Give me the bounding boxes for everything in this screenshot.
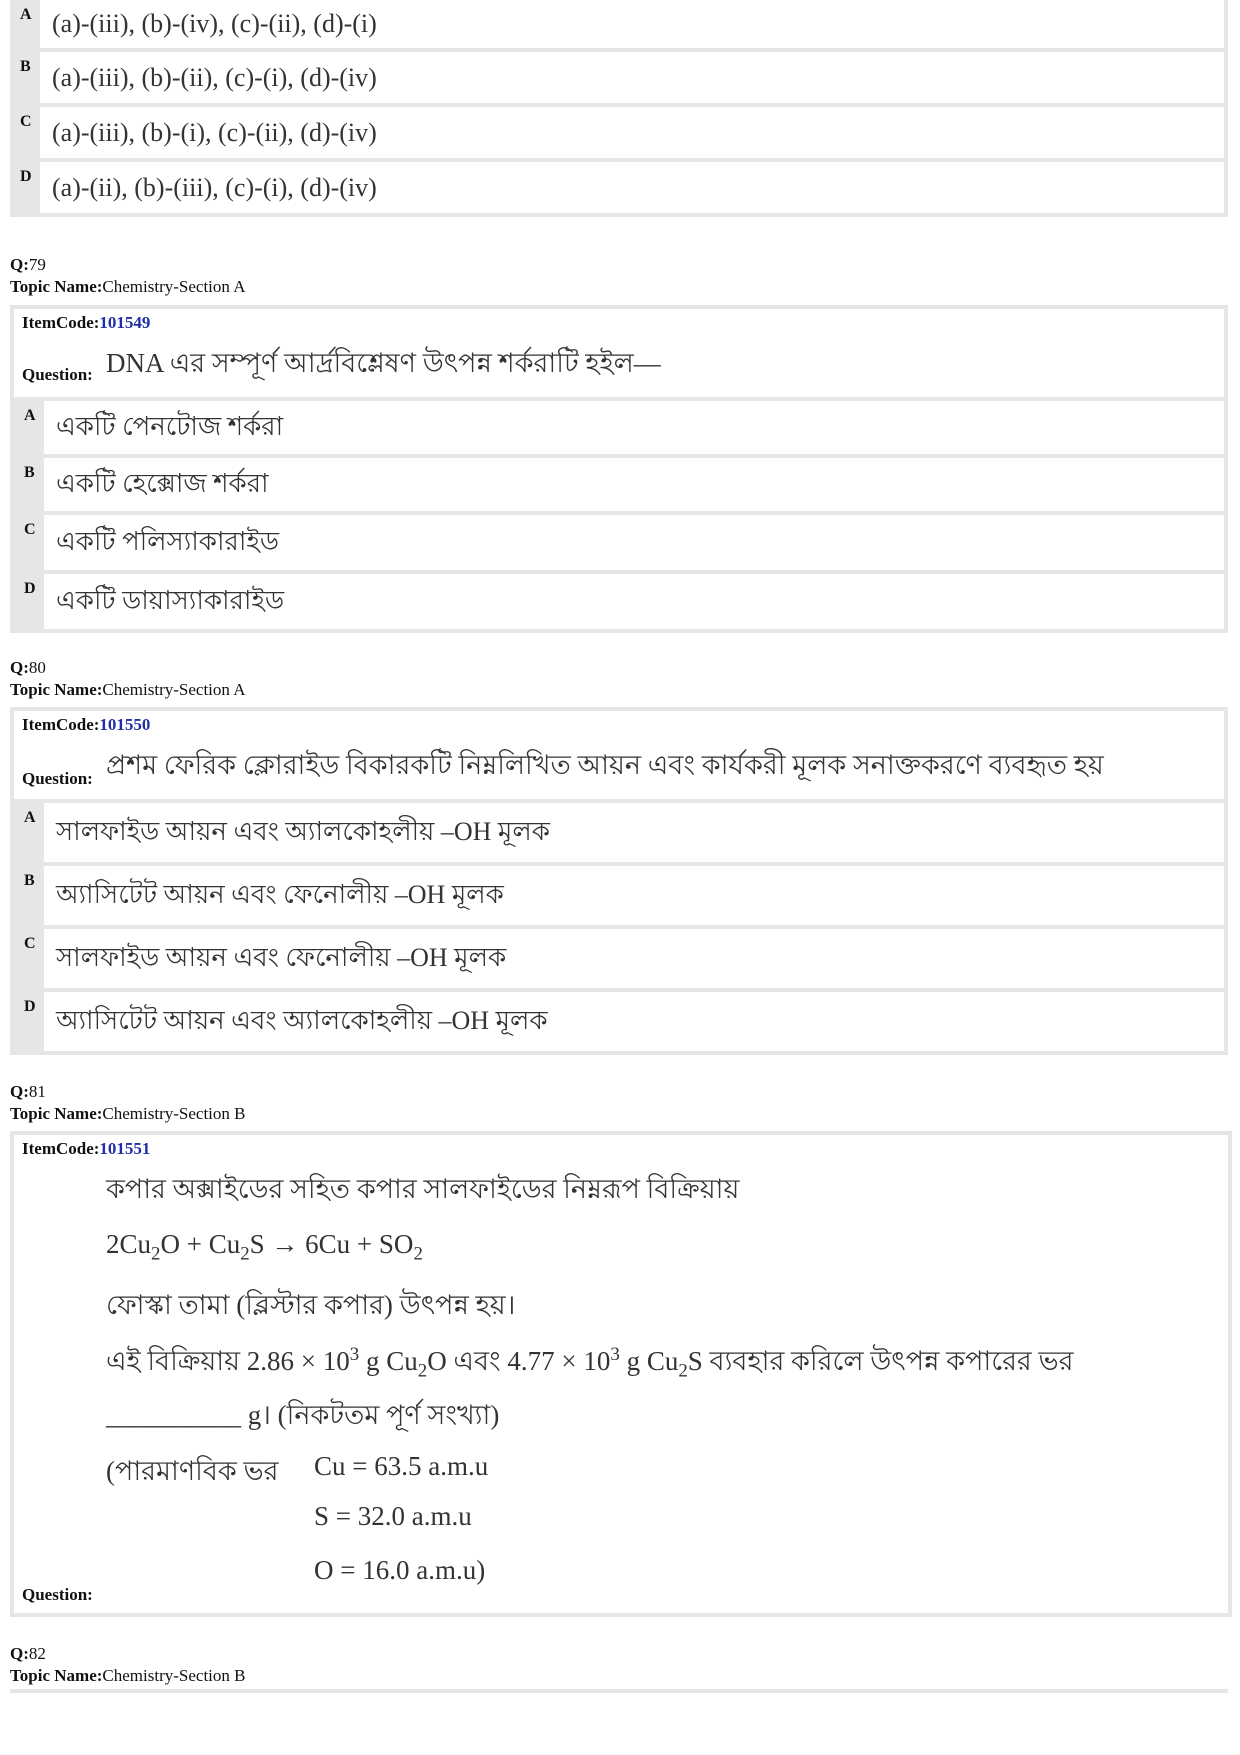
itemcode-value: 101551 [99,1139,151,1158]
question-block [10,707,1228,1055]
topic-name: Chemistry-Section A [102,680,246,699]
subscript: 2 [413,1243,423,1265]
option-letter: D [24,998,36,1015]
line-part: O এবং 4.77 × 10 [427,1346,611,1376]
option-row[interactable] [14,458,1224,511]
option-row[interactable] [10,107,1224,158]
option-row[interactable] [14,929,1224,988]
itemcode-label: ItemCode: [22,313,100,332]
option-row[interactable] [10,162,1224,213]
reaction-equation [106,1229,423,1265]
option-text: একটি পেনটোজ শর্করা [44,401,1224,454]
atomic-mass-o: O = 16.0 a.m.u) [314,1555,486,1585]
question-stem [14,1135,1228,1613]
question-text: প্রশম ফেরিক ক্লোরাইড বিকারকটি নিম্নলিখিত আয়ন এবং কার্যকরী মূলক সনাক্তকরণে ব্যবহৃত হয় [106,750,1104,780]
subscript: 2 [678,1360,688,1382]
option-text: সালফাইড আয়ন এবং অ্যালকোহলীয় –OH মূলক [44,803,1224,862]
top-options-table [10,0,1228,217]
option-letter: B [20,58,31,75]
question-stem [14,309,1224,397]
option-letter: A [20,6,32,23]
option-letter: B [24,464,35,481]
topic-label: Topic Name: [10,1666,103,1685]
option-row[interactable] [14,515,1224,570]
item-code [14,711,1224,735]
option-letter: B [24,872,35,889]
q-label: Q: [10,1082,29,1101]
question-number: 81 [28,1082,46,1101]
option-letter: A [24,809,36,826]
option-text: (a)-(iii), (b)-(ii), (c)-(i), (d)-(iv) [40,52,1224,103]
option-letter: C [24,935,36,952]
question-label: Question: [22,365,93,384]
option-row[interactable] [14,866,1224,925]
subscript: 2 [240,1243,250,1265]
superscript: 3 [349,1344,360,1365]
q-label: Q: [10,255,29,274]
question-block [10,305,1228,633]
option-text: একটি হেক্সোজ শর্করা [44,458,1224,511]
option-letter: C [24,521,36,538]
topic-name: Chemistry-Section B [102,1104,246,1123]
answer-blank-line: __________ g। (নিকটতম পূর্ণ সংখ্যা) [106,1400,500,1430]
subscript: 2 [151,1243,161,1265]
question-block [10,1131,1232,1617]
option-letter: C [20,113,32,130]
question-line: ফোস্কা তামা (ব্লিস্টার কপার) উৎপন্ন হয়। [106,1290,516,1320]
question-header [10,1081,245,1125]
question-line [106,1341,1074,1386]
option-text: (a)-(ii), (b)-(iii), (c)-(i), (d)-(iv) [40,162,1224,213]
topic-label: Topic Name: [10,1104,103,1123]
question-number: 79 [28,255,46,274]
topic-name: Chemistry-Section B [102,1666,246,1685]
question-label: Question: [22,769,93,788]
itemcode-value: 101549 [99,313,151,332]
option-row[interactable] [14,574,1224,629]
option-text: একটি পলিস্যাকারাইড [44,515,1224,570]
item-code [14,309,1224,333]
option-row[interactable] [10,52,1224,103]
q-label: Q: [10,1644,29,1663]
option-text: অ্যাসিটেট আয়ন এবং অ্যালকোহলীয় –OH মূলক [44,992,1224,1051]
topic-name: Chemistry-Section A [102,277,246,296]
option-row[interactable] [14,992,1224,1051]
question-header [10,1643,245,1687]
option-text: সালফাইড আয়ন এবং ফেনোলীয় –OH মূলক [44,929,1224,988]
superscript: 3 [610,1344,620,1365]
option-letter: A [24,407,36,424]
atomic-mass-label: (পারমাণবিক ভর [106,1456,279,1486]
topic-label: Topic Name: [10,277,103,296]
question-number: 80 [28,658,46,677]
option-row[interactable] [10,0,1224,48]
eq-part: S → 6Cu + SO [249,1229,414,1259]
question-number: 82 [28,1644,46,1663]
eq-part: O + Cu [160,1229,241,1259]
item-code [14,1135,1228,1159]
line-part: S ব্যবহার করিলে উৎপন্ন কপারের ভর [687,1346,1074,1376]
option-letter: D [20,168,32,185]
option-text: (a)-(iii), (b)-(iv), (c)-(ii), (d)-(i) [40,0,1224,48]
section-divider [10,1689,1228,1693]
line-part: এই বিক্রিয়ায় 2.86 × 10 [106,1346,350,1376]
option-letter: D [24,580,36,597]
atomic-mass-s: S = 32.0 a.m.u [314,1501,472,1531]
option-text: অ্যাসিটেট আয়ন এবং ফেনোলীয় –OH মূলক [44,866,1224,925]
eq-part: 2Cu [106,1229,152,1259]
topic-label: Topic Name: [10,680,103,699]
itemcode-value: 101550 [99,715,151,734]
subscript: 2 [417,1360,428,1382]
itemcode-label: ItemCode: [22,715,100,734]
option-row[interactable] [14,401,1224,454]
question-label: Question: [22,1585,93,1604]
line-part: g Cu [619,1346,679,1376]
itemcode-label: ItemCode: [22,1139,100,1158]
option-text: একটি ডায়াস্যাকারাইড [44,574,1224,629]
question-line: কপার অক্সাইডের সহিত কপার সালফাইডের নিম্নরূপ বিক্রিয়ায় [106,1174,740,1204]
option-text: (a)-(iii), (b)-(i), (c)-(ii), (d)-(iv) [40,107,1224,158]
question-header [10,657,245,701]
question-text: DNA এর সম্পূর্ণ আর্দ্রবিশ্লেষণ উৎপন্ন শর্করাটি হইল— [106,348,661,378]
question-header [10,254,245,298]
option-row[interactable] [14,803,1224,862]
line-part: g Cu [359,1346,418,1376]
question-stem [14,711,1224,799]
atomic-mass-cu: Cu = 63.5 a.m.u [314,1451,489,1481]
q-label: Q: [10,658,29,677]
